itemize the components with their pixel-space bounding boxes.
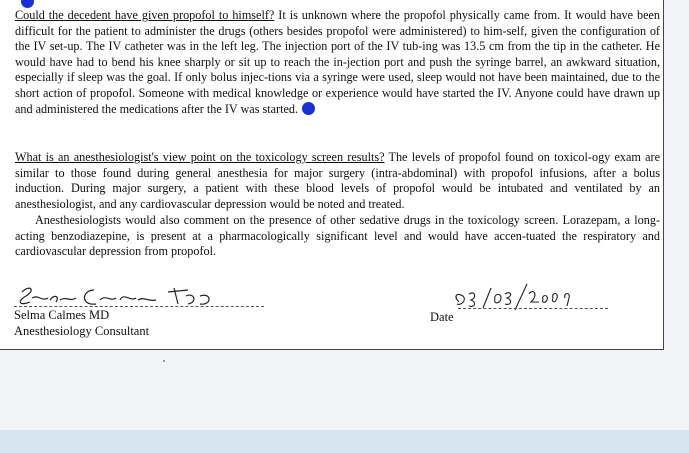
date-line [458, 308, 608, 309]
annotation-marker-icon[interactable] [21, 0, 34, 8]
annotation-marker-icon[interactable] [302, 102, 315, 115]
paragraph-toxicology [15, 150, 660, 212]
paragraph-sedatives: Anesthesiologists would also comment on the presence of other sedative drugs in the toxicology screen. Lorazepam, a long-acting benzodiazepine, is present at a pharmacologically significant level and would have accen-tuated the respiratory and cardiovascular depression from propofol. [15, 213, 660, 259]
paragraph-self-administration [15, 8, 660, 117]
paragraph-body-1: It is unknown where the propofol physically came from. It would have been difficult for the patient to administer the drugs (others besides propofol were administered) to him-self, given the configuration of the IV set-up. The IV catheter was in the left leg. The injection port of the IV tub-ing was 13.5 cm from the tip in the catheter. He would have had to bend his knee sharply or sit up to reach the in-jection port and push the syringe barrel, an awkward situation, especially if sleep was the goal. If only bolus injec-tions via a syringe were used, sleep would not have been maintained, due to the short action of propofol. Someone with medical knowledge or experience would have started the IV. Anyone could have drawn up and administered the medications after the IV was started. [15, 8, 660, 116]
page-speck [163, 360, 165, 362]
question-heading-1: Could the decedent have given propofol to himself? [15, 8, 275, 22]
paragraph-body-2: The levels of propofol found on toxicol-ogy exam are similar to those found during general anesthesia for major surgery (intra-abdominal) with propofol infusions, after a bolus induction. During major surgery, a patient with these blood levels of propofol would be intubated and ventilated by an anesthesiologist, and any cardiovascular depression would be noted and treated. [15, 150, 660, 211]
question-heading-2: What is an anesthesiologist's view point on the toxicology screen results? [15, 150, 385, 164]
date-label: Date [430, 310, 454, 324]
signer-name: Selma Calmes MD [14, 308, 110, 322]
signer-title: Anesthesiology Consultant [14, 324, 150, 338]
signature-line [14, 306, 264, 307]
